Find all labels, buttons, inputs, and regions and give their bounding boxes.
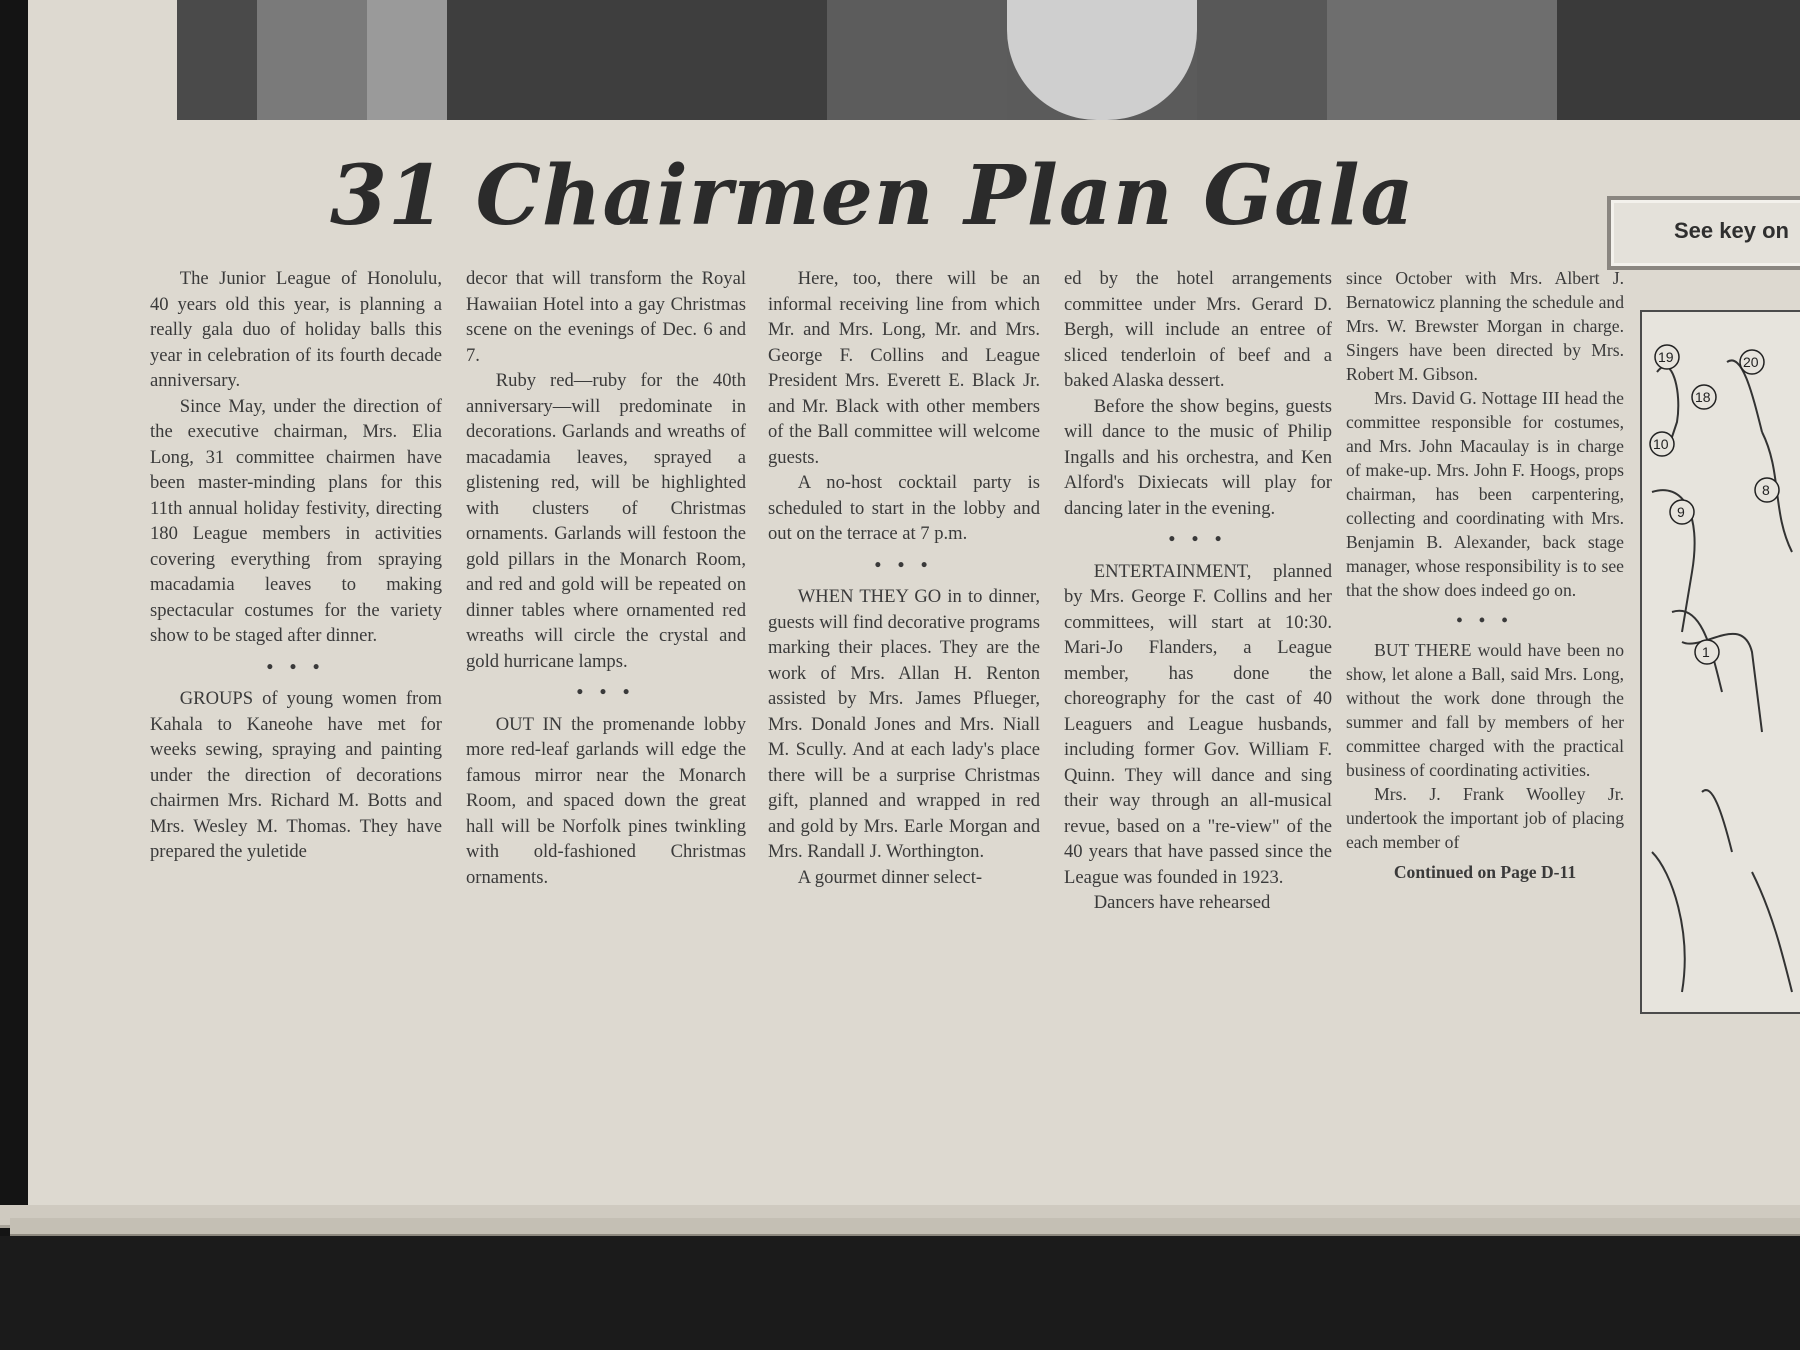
column-4-paragraph-3: ENTERTAINMENT, planned by Mrs. George F. Collins and her committees, will start at 10:30. Mari-Jo Flanders, a League member, has done the choreography for the cast of 40 Leaguers and League husbands, including former Gov. William F. Quinn. They will dance and sing their way through an all-musical revue, based on a "re-view" of the 40 years that have passed since the League was founded in 1923. — [1064, 560, 1332, 888]
key-number-1: 1 — [1702, 644, 1710, 660]
column-2-paragraph-1: decor that will transform the Royal Hawaiian Hotel into a gay Christmas scene on the evenings of Dec. 6 and 7. — [466, 268, 746, 366]
column-3-paragraph-1: Here, too, there will be an informal receiving line from which Mr. and Mrs. Long, Mr. and Mrs. George F. Collins and League President Mrs. Everett E. Black Jr. and Mr. Black with other members of the Ball committee will welcome guests. — [768, 268, 1040, 468]
column-2-paragraph-3: OUT IN the promenande lobby more red-leaf garlands will edge the famous mirror near the Monarch Room, and spaced down the great hall will be Norfolk pines twinkling with old-fashioned Christmas ornaments. — [466, 713, 746, 888]
key-number-8: 8 — [1762, 482, 1770, 498]
column-2-paragraph-2: Ruby red—ruby for the 40th anniversary—will predominate in decorations. Garlands and wreaths of macadamia leaves, sprayed a glistening red, will be highlighted with clusters of Christmas ornaments. Garlands will festoon the gold pillars in the Monarch Room, and red and gold will be repeated on dinner tables where ornamented red wreaths will circle the crystal and gold hurricane lamps. — [466, 370, 746, 672]
key-number-19: 19 — [1658, 349, 1674, 365]
key-diagram-drawing — [1642, 312, 1800, 1012]
section-divider: • • • — [576, 682, 636, 703]
key-number-18: 18 — [1695, 389, 1711, 405]
section-divider: • • • — [1168, 529, 1228, 550]
page-edge-lower — [10, 1218, 1800, 1236]
column-3-paragraph-3: WHEN THEY GO in to dinner, guests will find decorative programs marking their places. They are the work of Mrs. Allan H. Renton assisted by Mrs. James Pflueger, Mrs. Donald Jones and Mrs. Niall M. Scully. And at each lady's place there will be a surprise Christmas gift, planned and wrapped in red and gold by Mrs. Earle Morgan and Mrs. Randall J. Worthington. — [768, 586, 1040, 862]
article-column-1 — [150, 266, 442, 865]
key-number-9: 9 — [1677, 504, 1685, 520]
article-column-2 — [466, 266, 746, 890]
column-4-paragraph-4: Dancers have rehearsed — [1093, 892, 1271, 913]
key-diagram — [1640, 310, 1800, 1014]
column-5-paragraph-2: Mrs. David G. Nottage III head the committee responsible for costumes, and Mrs. John Macaulay is in charge of make-up. Mrs. John F. Hoogs, props chairman, has been carpentering, collecting and coordinating with Mrs. Benjamin B. Alexander, back stage manager, whose responsibility is to see that the show does indeed go on. — [1346, 388, 1624, 600]
halftone-photo — [177, 0, 1800, 120]
table-surface — [0, 1236, 1800, 1350]
article-column-4 — [1064, 266, 1332, 916]
section-divider: • • • — [266, 656, 326, 678]
key-number-20: 20 — [1743, 354, 1759, 370]
column-1-paragraph-3: GROUPS of young women from Kahala to Kaneohe have met for weeks sewing, spraying and painting under the direction of decorations chairmen Mrs. Richard M. Botts and Mrs. Wesley M. Thomas. They have prepared the yuletide — [150, 688, 442, 862]
section-divider: • • • — [874, 554, 934, 576]
section-divider: • • • — [1456, 610, 1514, 630]
article-column-5 — [1346, 266, 1624, 884]
column-5-paragraph-1: since October with Mrs. Albert J. Bernatowicz planning the schedule and Mrs. W. Brewster Morgan in charge. Singers have been directed by Mrs. Robert M. Gibson. — [1346, 268, 1624, 384]
column-4-paragraph-2: Before the show begins, guests will dance to the music of Philip Ingalls and his orchestra, and Ken Alford's Dixiecats will play for dancing later in the evening. — [1064, 395, 1332, 519]
column-5-paragraph-3: BUT THERE would have been no show, let alone a Ball, said Mrs. Long, without the work done through the summer and fall by members of her committee charged with the practical business of coordinating activities. — [1346, 640, 1624, 780]
column-5-paragraph-4: Mrs. J. Frank Woolley Jr. undertook the important job of placing each member of — [1346, 784, 1624, 852]
column-3-paragraph-2: A no-host cocktail party is scheduled to start in the lobby and out on the terrace at 7 p.m. — [768, 472, 1040, 544]
article-column-3 — [768, 266, 1040, 890]
see-key-label: See key on — [1674, 218, 1789, 243]
key-number-10: 10 — [1653, 436, 1669, 452]
column-1-paragraph-2: Since May, under the direction of the executive chairman, Mrs. Elia Long, 31 committee chairmen have been master-minding plans for this 11th annual holiday festivity, directing 180 League members in activities covering everything from spraying macadamia leaves to making spectacular costumes for the variety show to be staged after dinner. — [150, 395, 442, 646]
column-3-paragraph-4: A gourmet dinner select- — [797, 866, 983, 888]
continued-on-link[interactable]: Continued on Page D-11 — [1393, 862, 1577, 882]
column-1-paragraph-1: The Junior League of Honolulu, 40 years old this year, is planning a really gala duo of holiday balls this year in celebration of its fourth decade anniversary. — [150, 268, 442, 391]
headline: 31 Chairmen Plan Gala — [330, 148, 1415, 244]
see-key-box — [1607, 196, 1800, 270]
column-4-paragraph-1: ed by the hotel arrangements committee under Mrs. Gerard D. Bergh, will include an entree of sliced tenderloin of beef and a baked Alaska dessert. — [1064, 268, 1332, 391]
